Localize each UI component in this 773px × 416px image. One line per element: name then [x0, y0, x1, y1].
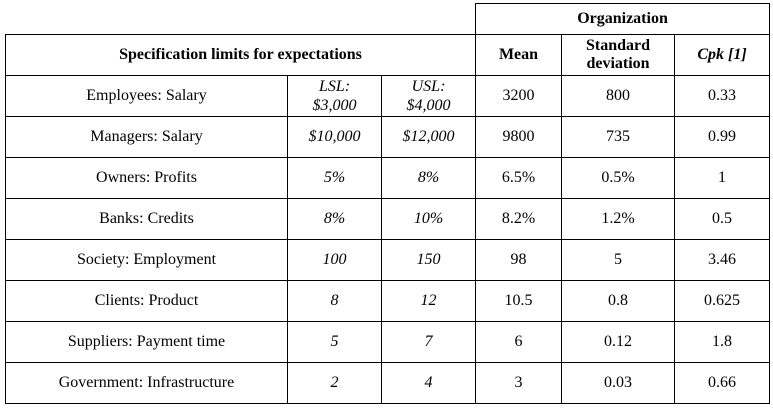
mean-cell: 6.5%: [476, 158, 562, 199]
lsl-label: LSL:: [318, 78, 351, 95]
mean-cell: 8.2%: [476, 199, 562, 240]
row-label: Banks: Credits: [6, 199, 288, 240]
table-row: [6, 158, 770, 199]
table-row: [6, 240, 770, 281]
std-dev-cell: 0.8: [562, 281, 675, 322]
header-empty-cell: [6, 4, 476, 35]
usl-cell: [382, 76, 476, 117]
specification-limits-table: [5, 3, 770, 404]
mean-cell: 6: [476, 322, 562, 363]
row-label: Government: Infrastructure: [6, 363, 288, 404]
row-label: Managers: Salary: [6, 117, 288, 158]
lsl-value: $3,000: [312, 97, 357, 114]
std-dev-cell: 0.5%: [562, 158, 675, 199]
lsl-cell: [288, 76, 382, 117]
lsl-cell: 2: [288, 363, 382, 404]
lsl-cell: 8: [288, 281, 382, 322]
lsl-cell: 5%: [288, 158, 382, 199]
organization-header: Organization: [476, 4, 770, 35]
table-row: [6, 76, 770, 117]
usl-cell: 4: [382, 363, 476, 404]
mean-cell: 98: [476, 240, 562, 281]
std-dev-header: [562, 35, 675, 76]
usl-cell: 150: [382, 240, 476, 281]
std-dev-cell: 5: [562, 240, 675, 281]
table-row: [6, 322, 770, 363]
lsl-cell: 100: [288, 240, 382, 281]
usl-cell: 12: [382, 281, 476, 322]
row-label: Clients: Product: [6, 281, 288, 322]
lsl-cell: 8%: [288, 199, 382, 240]
std-dev-cell: 1.2%: [562, 199, 675, 240]
usl-cell: $12,000: [382, 117, 476, 158]
mean-cell: 9800: [476, 117, 562, 158]
row-label: Employees: Salary: [6, 76, 288, 117]
std-dev-cell: 735: [562, 117, 675, 158]
usl-cell: 8%: [382, 158, 476, 199]
std-dev-cell: 0.03: [562, 363, 675, 404]
row-label: Society: Employment: [6, 240, 288, 281]
std-dev-header-line2: deviation: [586, 55, 650, 72]
std-dev-cell: 0.12: [562, 322, 675, 363]
cpk-cell: 0.5: [675, 199, 770, 240]
cpk-cell: 0.33: [675, 76, 770, 117]
mean-header: Mean: [476, 35, 562, 76]
cpk-cell: 0.625: [675, 281, 770, 322]
std-dev-header-line1: Standard: [586, 37, 651, 54]
cpk-cell: 0.99: [675, 117, 770, 158]
mean-cell: 10.5: [476, 281, 562, 322]
usl-cell: 7: [382, 322, 476, 363]
mean-cell: 3: [476, 363, 562, 404]
cpk-cell: 1.8: [675, 322, 770, 363]
table-row: [6, 199, 770, 240]
lsl-cell: 5: [288, 322, 382, 363]
spec-limits-header: Specification limits for expectations: [6, 35, 476, 76]
table-row: [6, 363, 770, 404]
lsl-cell: $10,000: [288, 117, 382, 158]
usl-value: $4,000: [406, 97, 451, 114]
cpk-cell: 3.46: [675, 240, 770, 281]
row-label: Owners: Profits: [6, 158, 288, 199]
usl-label: USL:: [411, 78, 446, 95]
cpk-header: Cpk [1]: [675, 35, 770, 76]
mean-cell: 3200: [476, 76, 562, 117]
std-dev-cell: 800: [562, 76, 675, 117]
cpk-cell: 0.66: [675, 363, 770, 404]
row-label: Suppliers: Payment time: [6, 322, 288, 363]
usl-cell: 10%: [382, 199, 476, 240]
table-row: [6, 281, 770, 322]
table-row: [6, 117, 770, 158]
cpk-cell: 1: [675, 158, 770, 199]
